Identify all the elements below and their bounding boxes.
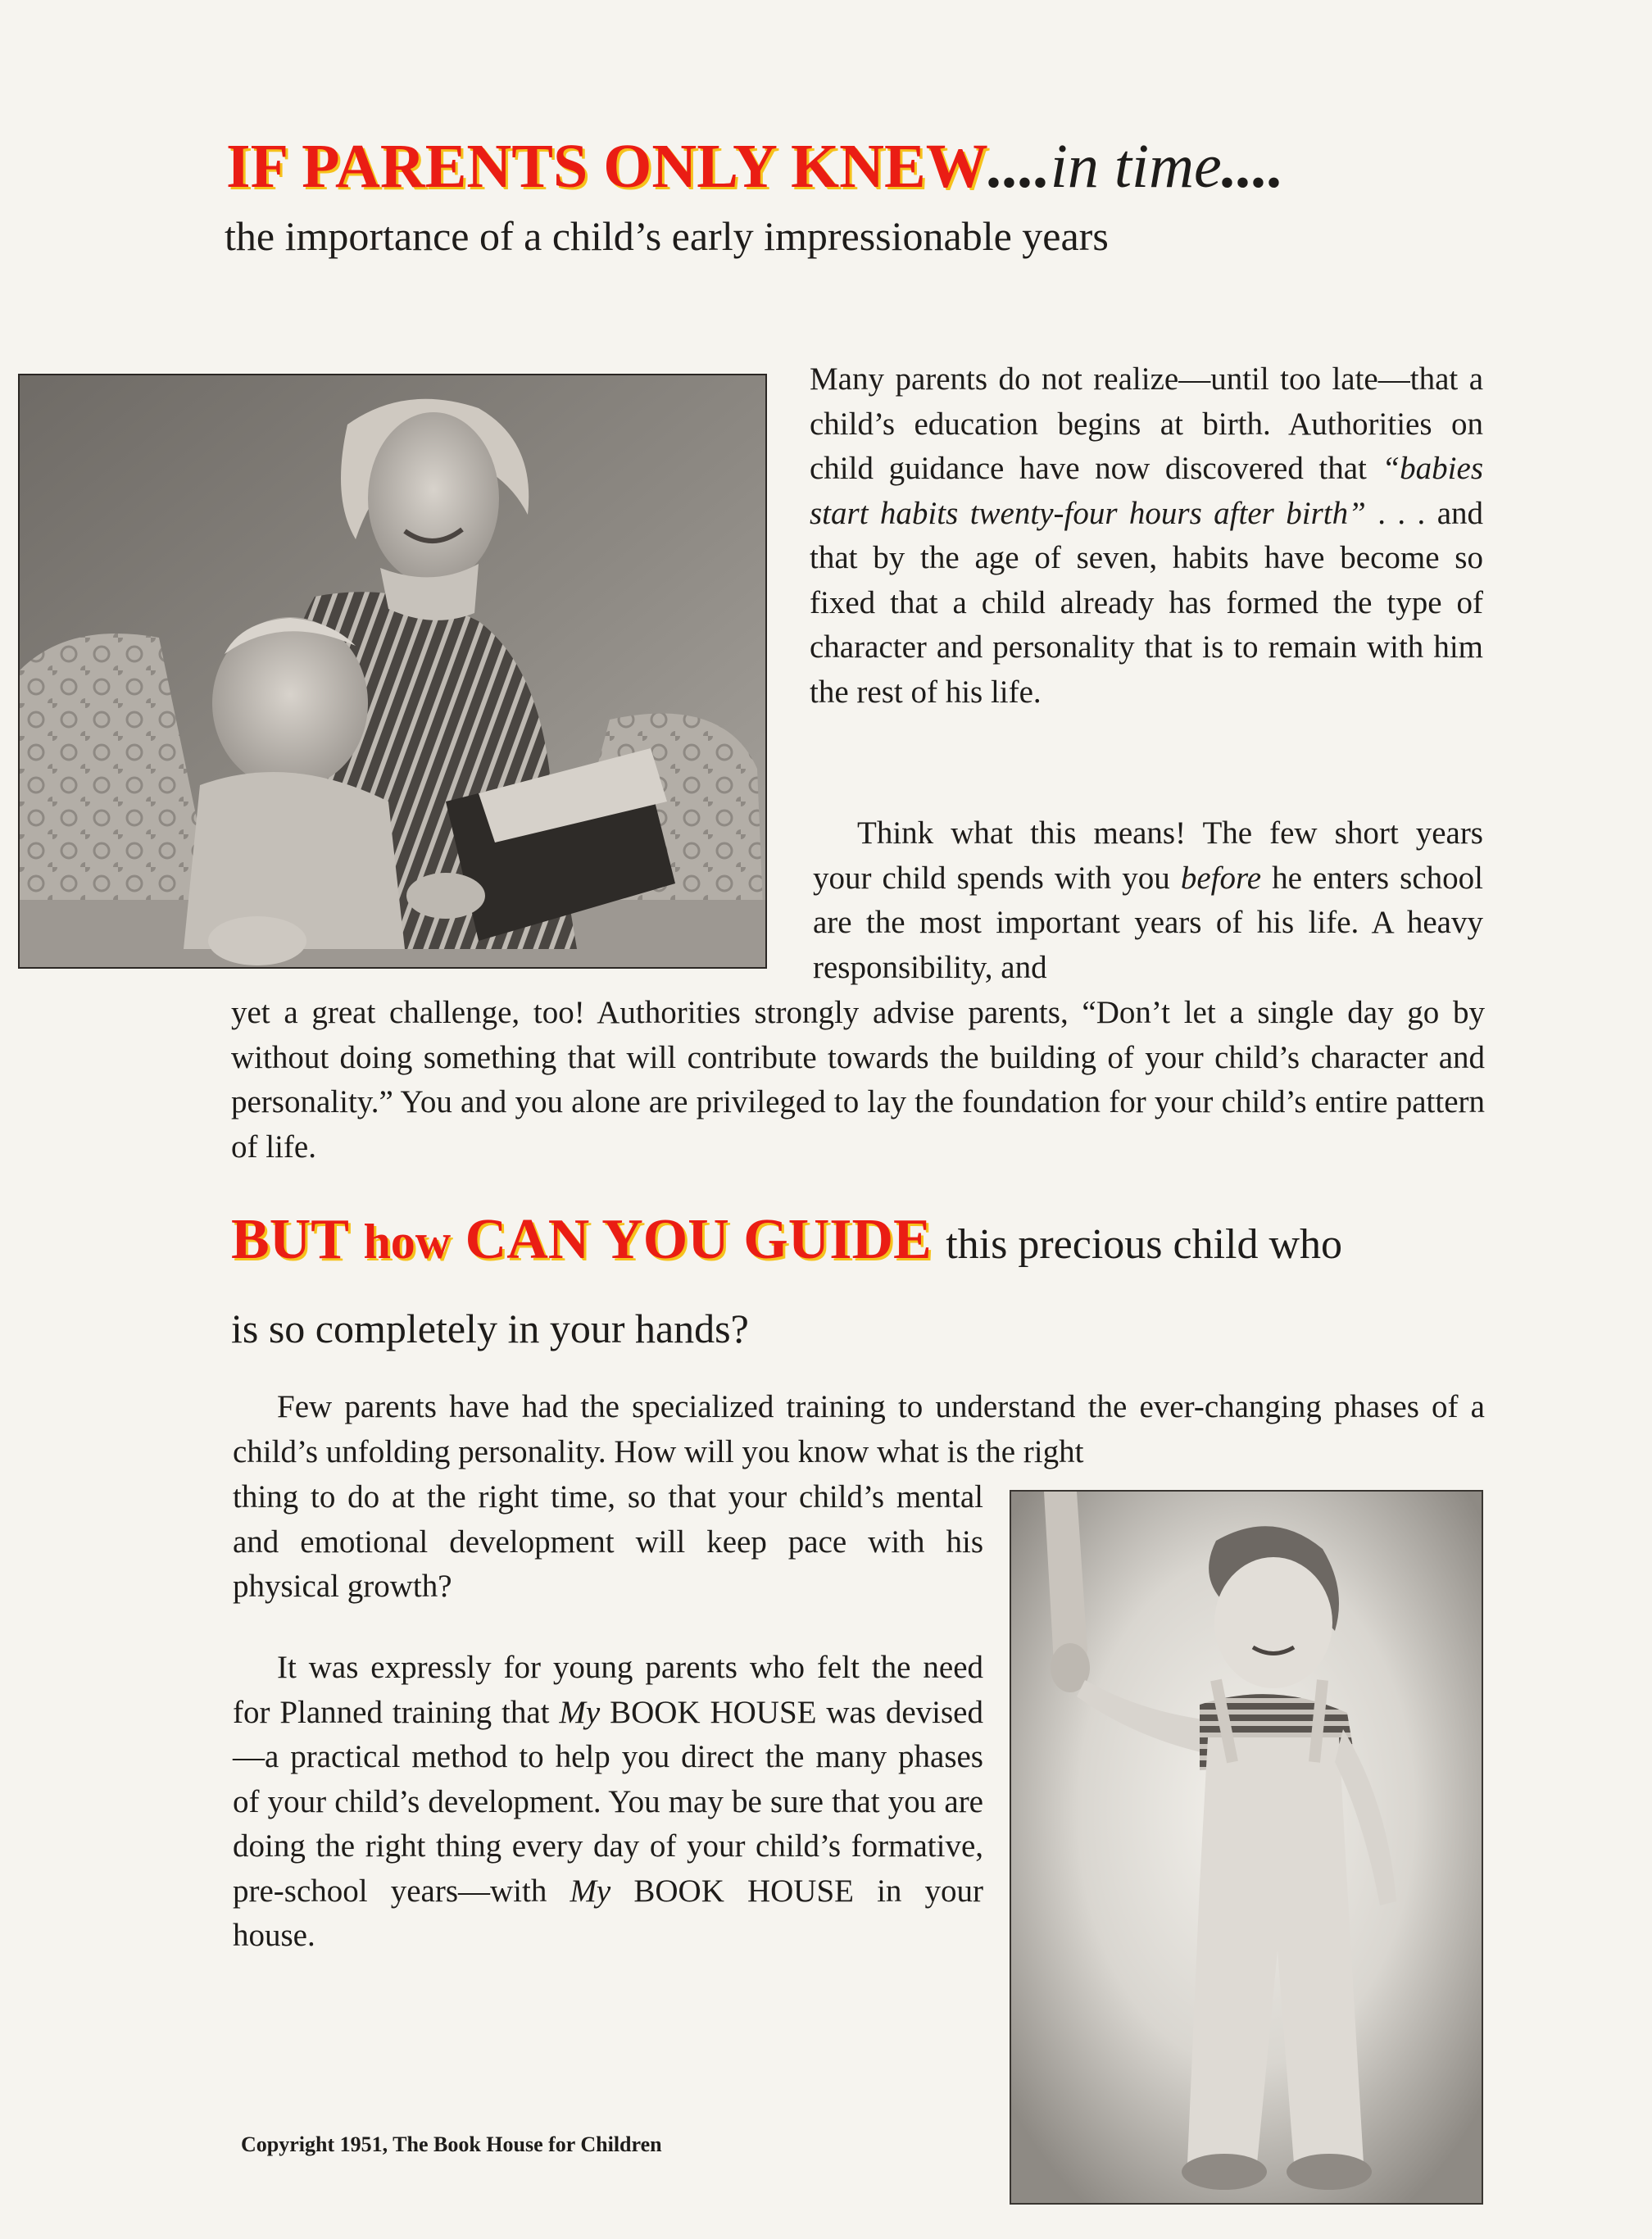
secondary-subheading: is so completely in your hands? (231, 1306, 749, 1351)
paragraph-2-text-a: Think what this means! The few short years your child spends with you (813, 815, 1483, 896)
mother-reading-illustration (20, 375, 765, 967)
copyright-notice: Copyright 1951, The Book House for Children (241, 2132, 662, 2156)
main-heading-dots: .... (987, 132, 1051, 201)
main-heading-dots-end: .... (1221, 132, 1284, 201)
secondary-heading-but: BUT (231, 1208, 349, 1271)
paragraph-4 (233, 1646, 983, 1959)
main-heading-italic: in time (1050, 132, 1222, 201)
secondary-heading-guide: CAN YOU GUIDE (465, 1208, 932, 1271)
brand-my-2: My (570, 1873, 611, 1909)
secondary-heading-plain: this precious child who (946, 1221, 1343, 1268)
paragraph-4-text-c: in your house. (233, 1873, 983, 1953)
paragraph-1-quote: “babies start habits twenty-four hours after birth” (810, 451, 1483, 531)
paragraph-4-text-a: It was expressly for young parents who felt the need for Planned training that (233, 1650, 983, 1730)
main-heading (226, 129, 1455, 203)
secondary-heading (231, 1203, 1485, 1282)
paragraph-4-text-b: was devised—a practical method to help you direct the many phases of your child’s development. You may be sure that you are doing the right thing every day of your child’s formative, pre-school years—with (233, 1694, 983, 1909)
brand-rest-2: BOOK HOUSE (610, 1873, 854, 1909)
paragraph-2-top (813, 811, 1483, 990)
main-subheading: the importance of a child’s early impressionable years (225, 213, 1109, 259)
paragraph-2-italic: before (1180, 860, 1262, 896)
paragraph-2-text-b: he enters school are the most important years of his life. A heavy responsibility, and (813, 860, 1484, 985)
brand-rest-1: BOOK HOUSE (600, 1694, 817, 1730)
main-heading-red-text: IF PARENTS ONLY KNEW (226, 132, 988, 201)
secondary-heading-how: how (363, 1215, 452, 1269)
toddler-illustration (1011, 1492, 1482, 2203)
paragraph-1-text-a: Many parents do not realize—until too late—that a child’s education begins at birth. Authorities on child guidance have now discovered that (810, 361, 1483, 486)
paragraph-2-bottom: yet a great challenge, too! Authorities strongly advise parents, “Don’t let a single day go by without doing something that will contribute towards the building of your child’s character and personality.” You and you alone are privileged to lay the foundation for your child’s entire pattern of life. (231, 995, 1485, 1165)
paragraph-1 (810, 357, 1483, 715)
paragraph-3-full: Few parents have had the specialized training to understand the ever-changing phases of a child’s unfolding personality. How will you know what is the right (233, 1389, 1485, 1469)
paragraph-1-text-b: . . . and that by the age of seven, habits have become so fixed that a child already has formed the type of character and personality that is to remain with him the rest of his life. (810, 495, 1484, 710)
mother-reading-photo (18, 374, 767, 969)
brand-my-1: My (559, 1694, 601, 1730)
toddler-photo (1010, 1490, 1483, 2205)
paragraph-3-narrow: thing to do at the right time, so that your child’s mental and emotional development will keep pace with his physical growth? (233, 1479, 983, 1604)
